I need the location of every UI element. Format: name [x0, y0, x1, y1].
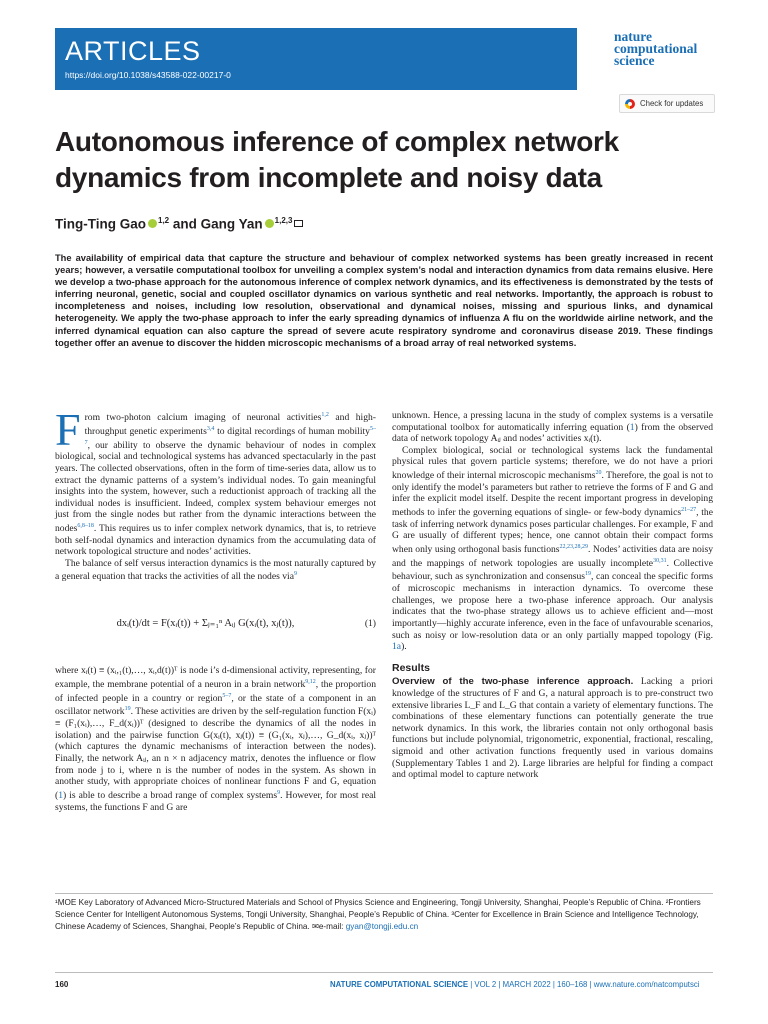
- citation-link[interactable]: 21–27: [681, 506, 697, 513]
- orcid-icon[interactable]: [148, 219, 157, 228]
- paragraph: unknown. Hence, a pressing lacuna in the study of complex systems is a versatile computational toolbox for automatically inferring equation (1) from the observed data of network topology Aᵢⱼ and nodes’ activities xᵢ(t).: [392, 410, 713, 445]
- crossmark-icon: [625, 99, 635, 109]
- journal-logo[interactable]: [614, 31, 724, 67]
- page-number: 160: [55, 980, 69, 989]
- body-column-left: [55, 404, 377, 813]
- equation-link[interactable]: 1: [58, 789, 63, 801]
- journal-logo-line: nature: [614, 29, 653, 44]
- check-updates-button[interactable]: [619, 94, 715, 113]
- doi-link[interactable]: https://doi.org/10.1038/s43588-022-00217-0: [65, 70, 231, 80]
- citation-link[interactable]: 20: [595, 469, 602, 476]
- citation-link[interactable]: 19: [585, 571, 592, 578]
- section-banner: [55, 28, 577, 90]
- author-name[interactable]: Gang Yan: [200, 216, 263, 232]
- article-title: Autonomous inference of complex network dynamics from incomplete and noisy data: [55, 126, 619, 193]
- citation-link[interactable]: 5–7: [84, 425, 376, 446]
- journal-logo-line: computational: [614, 41, 698, 56]
- running-footer: [330, 980, 699, 989]
- affiliation-marker: 1,2: [158, 216, 170, 225]
- email-icon[interactable]: [294, 220, 303, 227]
- journal-name: NATURE COMPUTATIONAL SCIENCE: [330, 980, 469, 989]
- footer-divider: [55, 972, 713, 973]
- equation-link[interactable]: 1: [629, 421, 635, 433]
- abstract: The availability of empirical data that capture the structure and behaviour of complex networked systems has been greatly increased in recent years; however, a versatile computational toolbox for unveiling a complex system’s nodal and interaction dynamics from data remains elusive. Here we develop a two-phase approach for the autonomous inference of complex network dynamics, and its effectiveness is demonstrated by the tests of inferring neuronal, genetic, social and coupled oscillator dynamics on various synthetic and real networks. Importantly, the approach is robust to incompleteness and noises, including low resolution, observational and dynamical noises, missing and spurious links, and dynamical heterogeneity. We apply the two-phase approach to infer the early spreading dynamics of influenza A flu on the worldwide airline network, and the inferred dynamical equation can also capture the spread of severe acute respiratory syndrome and coronavirus disease 2019. These findings together offer an avenue to discover the hidden microscopic mechanisms of a broad array of real networked systems.: [55, 253, 713, 348]
- author-name[interactable]: Ting-Ting Gao: [55, 216, 146, 232]
- drop-cap: F: [55, 404, 81, 455]
- section-heading: Results: [392, 661, 430, 674]
- equation-number: (1): [364, 618, 376, 630]
- citation-link[interactable]: 9,12: [305, 678, 316, 685]
- affiliations-footnote: ¹MOE Key Laboratory of Advanced Micro-Structured Materials and School of Physics Science and Engineering, Tongji University, Shanghai, People’s Republic of China. ²Frontiers Science Center for Intelligent Autonomous Systems, Tongji University, Shanghai, People’s Republic of China. ³Center for Excellence in Brain Science and Intelligence Technology, Chinese Academy of Sciences, Shanghai, People’s Republic of China. ✉e-mail: gyan@tongji.edu.cn: [55, 898, 701, 931]
- citation-link[interactable]: 9: [277, 789, 281, 796]
- author-conjunction: and: [169, 216, 201, 232]
- citation-link[interactable]: 9: [293, 571, 297, 578]
- citation-link[interactable]: 5–7: [222, 692, 232, 699]
- citation-link[interactable]: 22,23,28,29: [559, 543, 589, 550]
- footnote-divider: [55, 893, 713, 894]
- orcid-icon[interactable]: [265, 219, 274, 228]
- citation-link[interactable]: 3,4: [206, 425, 215, 432]
- body-column-right: [392, 410, 713, 781]
- paragraph: The balance of self versus interaction dynamics is the most naturally captured by a general equation that tracks the activities of all the nodes via$^9$: [55, 557, 376, 583]
- citation-link[interactable]: 19: [124, 706, 131, 713]
- email-link[interactable]: gyan@tongji.edu.cn: [345, 922, 419, 931]
- paragraph: From two-photon calcium imaging of neuronal activities$^{1,2}$ and high-throughput genetic experiments$^{3,4}$ to digital recordings of human mobility$^{5-7}$, our ability to observe the dynamic behaviour of nodes in complex biological, social and technological systems has advanced spectacularly in the past years. The collected observations, often in the form of time-series data, allow us to extract the dynamic patterns of a system’s individual nodes. To gain meaningful insights into the system, however, such a reductionist approach of tracking all the individual nodes is insufficient. Indeed, complex system behaviour emerges not just from the single nodes but rather from the dynamic interactions between the nodes$^{6,8-18}$. This requires us to infer complex network dynamics, that is, to retrieve both self-nodal dynamics and interaction dynamics from the accumulating data of network topological structure and nodes’ activities.: [55, 404, 377, 558]
- figure-link[interactable]: 1a: [392, 641, 402, 653]
- citation-link[interactable]: 1,2: [321, 412, 329, 418]
- paragraph: where xᵢ(t) ≡ (xᵢ,₁(t),…, xᵢ,d(t))ᵀ is node i’s d-dimensional activity, representing, for example, the membrane potential of a neuron in a brain network$^{9,12}$, the proportion of infected people in a country or region$^{5-7}$, or the state of a component in an oscillator network$^{19}$. These activities are driven by the self-regulation function F(xᵢ) ≡ (F₁(xᵢ),…, F_d(xᵢ))ᵀ (designed to describe the dynamics of all the nodes in isolation) and the pairwise function G(xᵢ(t), xⱼ(t)) ≡ (G₁(xᵢ, xⱼ),…, G_d(xᵢ, xⱼ))ᵀ (which captures the dynamic mechanisms of interaction between the nodes). Finally, the network Aᵢⱼ, an n × n adjacency matrix, denotes the influence or flow from node j to i, where n is the number of nodes in the system. As shown in another study, with appropriate choices of nonlinear functions F and G, equation (1) is able to describe a broad range of complex systems$^9$. However, for most real systems, the functions F and G are: [55, 665, 377, 813]
- check-updates-label: Check for updates: [640, 99, 704, 108]
- equation: [55, 597, 376, 651]
- paragraph: Overview of the two-phase inference approach. Lacking a priori knowledge of the structures of F and G, a natural approach is to pre-construct two extensive libraries L_F and L_G that contain a variety of elementary functions. The combinations of these elementary functions can potentially generate the true network dynamics. In this work, the libraries contain not only orthogonal basis functions but include polynomial, trigonometric, exponential, fractional, rescaling, sigmoid and other activation functions frequently used in various domains (Supplementary Tables 1 and 2). Large libraries are helpful for finding a compact and optimal model to capture network: [392, 676, 713, 781]
- issue-details[interactable]: | VOL 2 | MARCH 2022 | 160–168 | www.nature.com/natcomputsci: [468, 980, 700, 989]
- journal-logo-line: science: [614, 53, 655, 68]
- citation-link[interactable]: 30,31: [653, 557, 667, 564]
- section-label: ARTICLES: [65, 36, 201, 66]
- subsection-heading: Overview of the two-phase inference approach.: [392, 676, 634, 688]
- affiliation-marker: 1,2,3: [274, 216, 293, 225]
- citation-link[interactable]: 6,8–18: [77, 522, 94, 529]
- paragraph: Complex biological, social or technological systems lack the fundamental physical rules that govern particle systems; therefore, we do not have a priori knowledge of their internal microscopic mechanisms$^{20}$. Therefore, the goal is not to only identify the model’s parameters but rather to retrieve the forms of F and G and infer the explicit model itself. Despite the recent important progress in developing methods to infer the governing equations of single- or few-body dynamics$^{21-27}$, the task of inferring network dynamics poses particular challenges. For example, F and G are usually of different types; hence, one cannot obtain their compact forms when only using orthogonal basis functions$^{22,23,28,29}$. Nodes’ activities data are noisy and the mappings of network topologies are usually incomplete$^{30,31}$. Collective behaviour, such as synchronization and consensus$^{19}$, can conceal the specific forms of microscopic mechanisms in interaction dynamics. To overcome these challenges, we propose here a two-phase inference approach. Our analysis indicates that the two-phase strategy allows us to achieve efficient and—most importantly—highly accurate inference, even in the face of unfavourable scenarios, such as noisy or low-resolution data or an only partially mapped topology (Fig. 1a).: [392, 444, 714, 653]
- equation-body: dxᵢ(t)/dt = F(xᵢ(t)) + Σⱼ₌₁ⁿ Aᵢⱼ G(xᵢ(t), xⱼ(t)),: [116, 618, 295, 630]
- author-list: [55, 216, 303, 232]
